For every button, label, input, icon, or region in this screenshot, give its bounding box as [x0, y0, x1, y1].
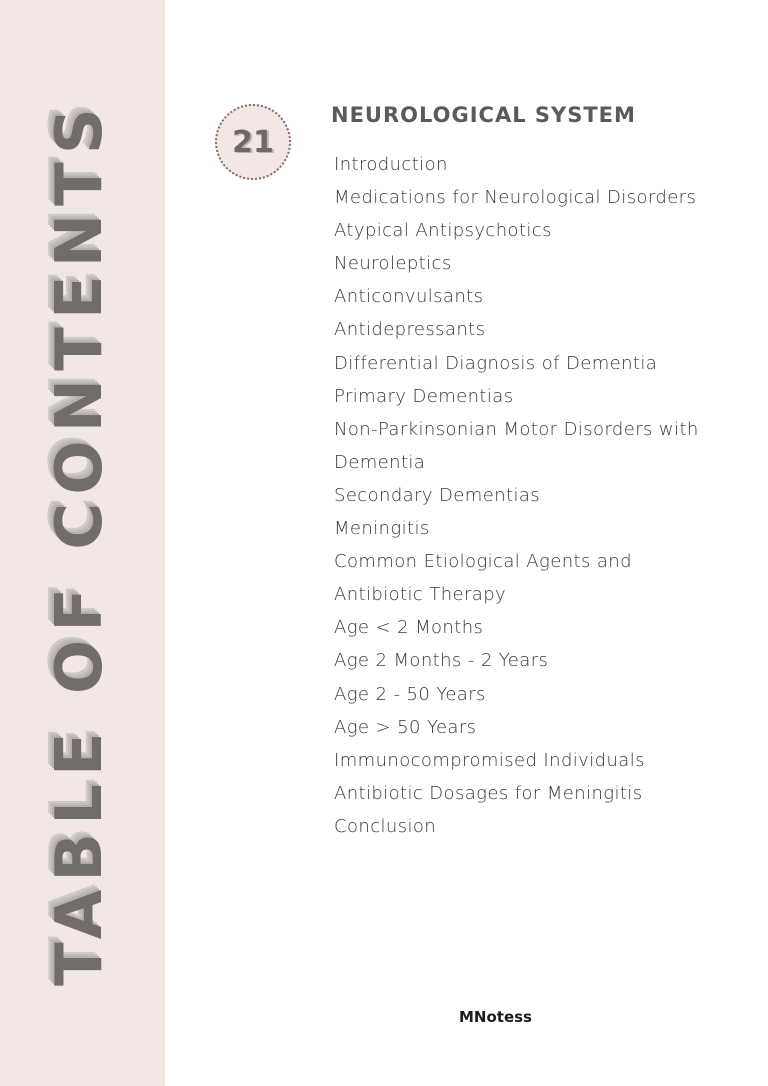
toc-item[interactable]: Atypical Antipsychotics: [334, 220, 552, 242]
toc-item[interactable]: Neuroleptics: [334, 253, 452, 275]
toc-item[interactable]: Conclusion: [334, 815, 437, 837]
toc-item[interactable]: Meningitis: [334, 518, 430, 540]
toc-item[interactable]: Age 2 Months - 2 Years: [334, 650, 549, 672]
toc-item[interactable]: Primary Dementias: [334, 385, 514, 407]
footer-brand: MNotess: [459, 1008, 532, 1026]
toc-item[interactable]: Age 2 - 50 Years: [334, 683, 486, 705]
sidebar: [0, 0, 165, 1086]
toc-item[interactable]: Dementia: [334, 451, 426, 473]
toc-item[interactable]: Non-Parkinsonian Motor Disorders with: [334, 418, 699, 440]
section-title: NEUROLOGICAL SYSTEM: [331, 103, 636, 127]
toc-item[interactable]: Age < 2 Months: [334, 617, 484, 639]
toc-item[interactable]: Antibiotic Therapy: [334, 584, 507, 606]
toc-item[interactable]: Age > 50 Years: [334, 716, 477, 738]
toc-item[interactable]: Immunocompromised Individuals: [334, 749, 645, 771]
toc-item[interactable]: Medications for Neurological Disorders: [334, 187, 697, 209]
toc-item[interactable]: Anticonvulsants: [334, 286, 484, 308]
chapter-number: 21: [232, 124, 274, 160]
toc-item[interactable]: Common Etiological Agents and: [334, 551, 632, 573]
table-of-contents-vertical-title: TABLE OF CONTENTS: [43, 100, 117, 986]
toc-item[interactable]: Introduction: [334, 154, 448, 175]
chapter-number-badge: [215, 104, 291, 180]
toc-item[interactable]: Antidepressants: [334, 319, 486, 341]
toc-list: [334, 148, 714, 843]
toc-item[interactable]: Differential Diagnosis of Dementia: [334, 352, 658, 374]
toc-item[interactable]: Secondary Dementias: [334, 484, 541, 506]
toc-item[interactable]: Antibiotic Dosages for Meningitis: [334, 782, 643, 804]
